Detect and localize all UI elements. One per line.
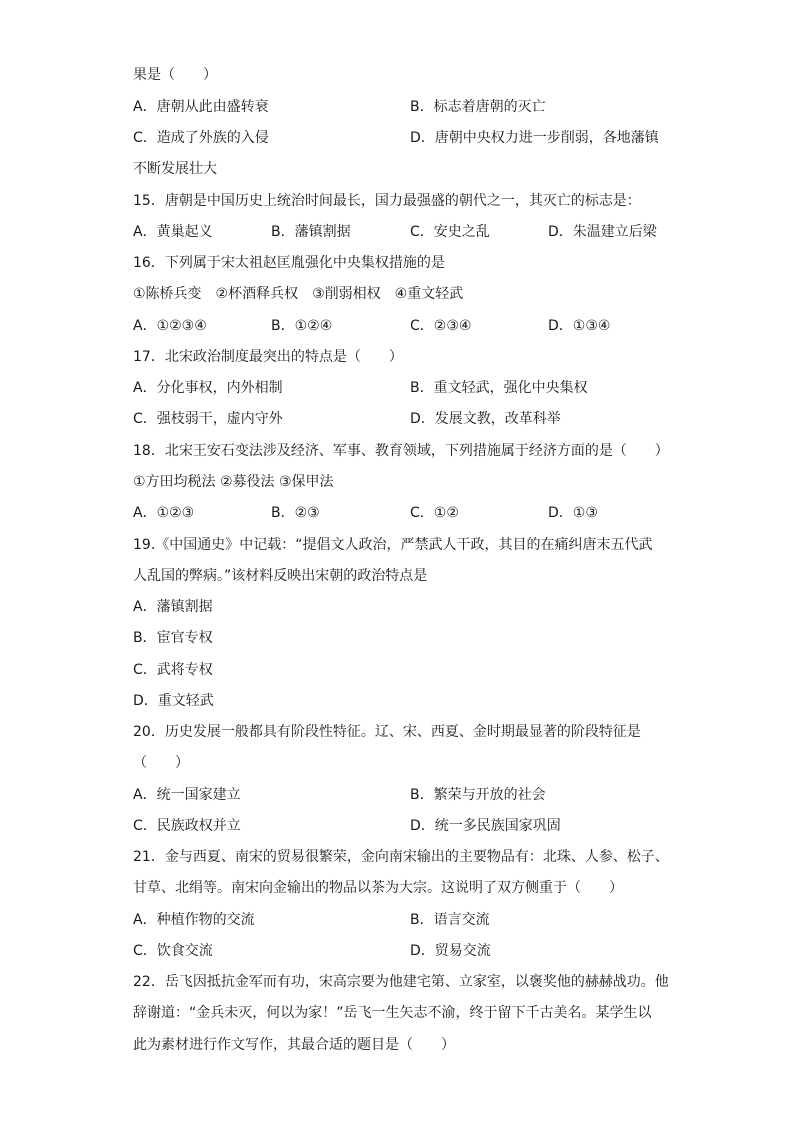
q20-stem: 20．历史发展一般都具有阶段性特征。辽、宋、西夏、金时期最显著的阶段特征是 — [133, 724, 641, 740]
q14-option-b: B．标志着唐朝的灭亡 — [410, 99, 546, 115]
q20-option-a: A．统一国家建立 — [133, 787, 241, 803]
q16-option-a: A．①②③④ — [133, 318, 207, 334]
q14-option-d-cont: 不断发展壮大 — [133, 161, 217, 177]
q19-stem-cont: 人乱国的弊病。”该材料反映出宋朝的政治特点是 — [133, 568, 428, 584]
q21-stem-cont: 甘草、北绢等。南宋向金输出的物品以茶为大宗。这说明了双方侧重于（ ） — [133, 880, 623, 896]
q18-option-a: A．①②③ — [133, 505, 195, 521]
q21-stem: 21．金与西夏、南宋的贸易很繁荣，金向南宋输出的主要物品有：北珠、人参、松子、 — [133, 849, 669, 865]
q17-option-b: B．重文轻武，强化中央集权 — [410, 380, 588, 396]
q21-option-b: B．语言交流 — [410, 912, 490, 928]
q21-option-d: D．贸易交流 — [410, 943, 491, 959]
q18-items: ①方田均税法 ②募役法 ③保甲法 — [133, 474, 334, 490]
q22-stem-cont-1: 辞谢道：“金兵未灭，何以为家！”岳飞一生矢志不渝，终于留下千古美名。某学生以 — [133, 1005, 652, 1021]
q14-stem-tail: 果是（ ） — [133, 67, 217, 83]
q20-option-c: C．民族政权并立 — [133, 818, 241, 834]
q15-option-b: B．藩镇割据 — [271, 224, 351, 240]
q19-option-c: C．武将专权 — [133, 662, 213, 678]
q19-option-b: B．宦官专权 — [133, 630, 213, 646]
q22-stem: 22．岳飞因抵抗金军而有功，宋高宗要为他建宅第、立家室，以褒奖他的赫赫战功。他 — [133, 974, 669, 990]
q18-stem: 18．北宋王安石变法涉及经济、军事、教育领域，下列措施属于经济方面的是（ ） — [133, 443, 669, 459]
q15-option-d: D．朱温建立后梁 — [548, 224, 657, 240]
q16-stem: 16．下列属于宋太祖赵匡胤强化中央集权措施的是 — [133, 255, 445, 271]
q17-stem: 17．北宋政治制度最突出的特点是（ ） — [133, 349, 403, 365]
q16-option-d: D．①③④ — [548, 318, 611, 334]
q20-option-d: D．统一多民族国家巩固 — [410, 818, 561, 834]
q20-stem-cont: （ ） — [133, 755, 189, 771]
q18-option-b: B．②③ — [271, 505, 320, 521]
q17-option-a: A．分化事权，内外相制 — [133, 380, 283, 396]
q19-stem: 19.《中国通史》中记载：“提倡文人政治，严禁武人干政，其目的在痛纠唐末五代武 — [133, 537, 653, 553]
q20-option-b: B．繁荣与开放的社会 — [410, 787, 546, 803]
q21-option-c: C．饮食交流 — [133, 943, 213, 959]
q14-option-d: D．唐朝中央权力进一步削弱，各地藩镇 — [410, 130, 659, 146]
q15-option-c: C．安史之乱 — [410, 224, 490, 240]
q14-option-c: C．造成了外族的入侵 — [133, 130, 269, 146]
q22-stem-cont-2: 此为素材进行作文写作，其最合适的题目是（ ） — [133, 1037, 455, 1053]
q18-option-c: C．①② — [410, 505, 459, 521]
q19-option-a: A．藩镇割据 — [133, 599, 213, 615]
q18-option-d: D．①③ — [548, 505, 598, 521]
q16-option-b: B．①②④ — [271, 318, 333, 334]
q17-option-d: D．发展文教，改革科举 — [410, 411, 561, 427]
q16-items: ①陈桥兵变 ②杯酒释兵权 ③削弱相权 ④重文轻武 — [133, 286, 464, 302]
q16-option-c: C．②③④ — [410, 318, 472, 334]
q21-option-a: A．种植作物的交流 — [133, 912, 255, 928]
q15-option-a: A．黄巢起义 — [133, 224, 213, 240]
q14-option-a: A．唐朝从此由盛转衰 — [133, 99, 269, 115]
q19-option-d: D．重文轻武 — [133, 693, 214, 709]
q15-stem: 15．唐朝是中国历史上统治时间最长，国力最强盛的朝代之一，其灭亡的标志是： — [133, 193, 641, 209]
q17-option-c: C．强枝弱干，虚内守外 — [133, 411, 283, 427]
